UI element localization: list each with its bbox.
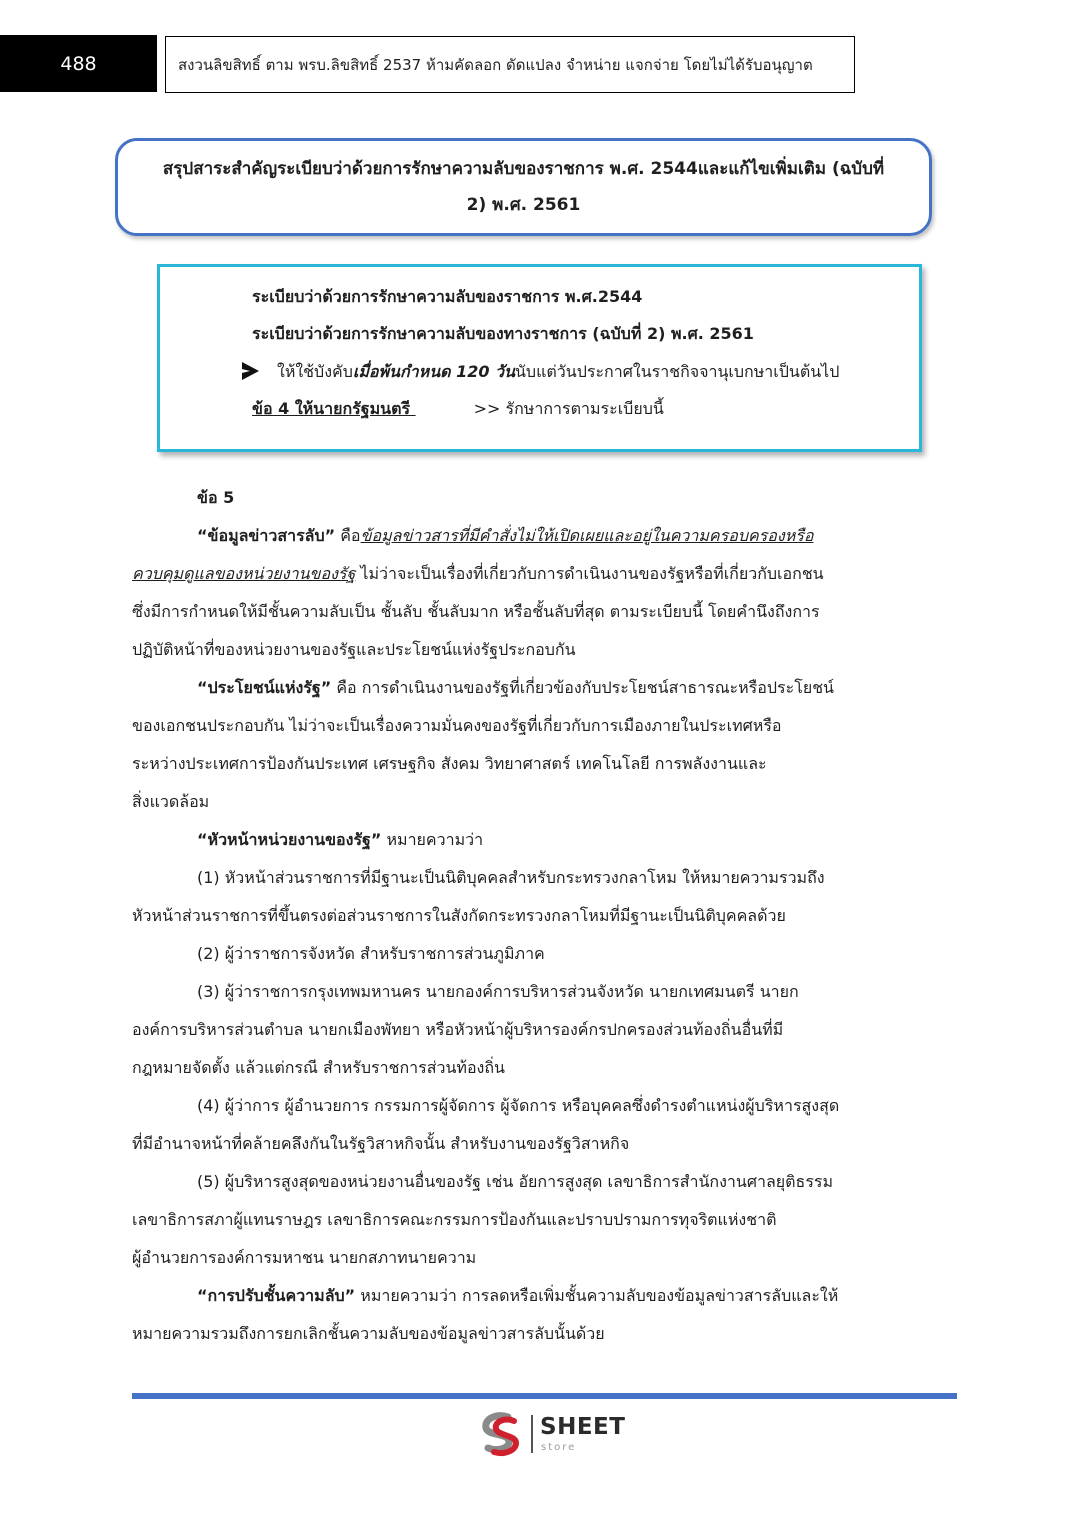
body-line: ผู้อำนวยการองค์การมหาชน นายกสภาทนายความ [132,1248,477,1267]
clause-4-label: ข้อ 4 ให้นายกรัฐมนตรี [252,399,416,418]
def-classified-info [197,524,813,549]
def-term: “ประโยชน์แห่งรัฐ” [197,678,332,697]
title-line-2: 2) พ.ศ. 2561 [466,195,581,215]
def-term: “หัวหน้าหน่วยงานของรัฐ” [197,830,382,849]
body-line: องค์การบริหารส่วนตำบล นายกเมืองพัทยา หรือหัวหน้าผู้บริหารองค์กรปกครองส่วนท้องถิ่นอื่นที่มี [132,1020,784,1039]
section-heading: ข้อ 5 [197,488,235,507]
logo-divider [531,1415,533,1453]
def-agency-head [197,828,483,853]
summary-title-box [115,138,932,236]
effective-post: นับแต่วันประกาศในราชกิจจานุเบกษาเป็นต้นไป [514,362,840,381]
def-text: หมายความว่า [381,830,484,849]
def-text: คือ การดำเนินงานของรัฐที่เกี่ยวข้องกับประโยชน์สาธารณะหรือประโยชน์ [331,678,834,697]
sheet-store-logo [478,1411,638,1457]
logo-subtext: store [541,1442,577,1453]
list-item-5: (5) ผู้บริหารสูงสุดของหน่วยงานอื่นของรัฐ เช่น อัยการสูงสุด เลขาธิการสำนักงานศาลยุติธรรม [197,1172,834,1191]
list-item-4: (4) ผู้ว่าการ ผู้อำนวยการ กรรมการผู้จัดการ ผู้จัดการ หรือบุคคลซึ่งดำรงตำแหน่งผู้บริหารสูงสุด [197,1096,840,1115]
def-state-benefit [197,676,834,701]
body-line: ที่มีอำนาจหน้าที่คล้ายคลึงกันในรัฐวิสาหกิจนั้น สำหรับงานของรัฐวิสาหกิจ [132,1134,630,1153]
body-line: เลขาธิการสภาผู้แทนราษฎร เลขาธิการคณะกรรมการป้องกันและปราบปรามการทุจริตแห่งชาติ [132,1210,777,1229]
clause-4 [252,397,664,422]
def-reclassification [197,1284,838,1309]
body-line: ระหว่างประเทศการป้องกันประเทศ เศรษฐกิจ สังคม วิทยาศาสตร์ เทคโนโลยี การพลังงานและ [132,754,767,773]
regulation-2561: ระเบียบว่าด้วยการรักษาความลับของทางราชการ (ฉบับที่ 2) พ.ศ. 2561 [252,324,754,343]
list-item-3: (3) ผู้ว่าราชการกรุงเทพมหานคร นายกองค์การบริหารส่วนจังหวัด นายกเทศมนตรี นายก [197,982,799,1001]
regulation-info-box [157,264,922,452]
body-line: ปฏิบัติหน้าที่ของหน่วยงานของรัฐและประโยชน์แห่งรัฐประกอบกัน [132,640,576,659]
def-term: “การปรับชั้นความลับ” [197,1286,356,1305]
body-line: หัวหน้าส่วนราชการที่ขึ้นตรงต่อส่วนราชการในสังกัดกระทรวงกลาโหมที่มีฐานะเป็นนิติบุคคลด้วย [132,906,786,925]
body-line: กฎหมายจัดตั้ง แล้วแต่กรณี สำหรับราชการส่วนท้องถิ่น [132,1058,505,1077]
def-text: ไม่ว่าจะเป็นเรื่องที่เกี่ยวกับการดำเนินงานของรัฐหรือที่เกี่ยวกับเอกชน [355,564,824,583]
effective-pre: ให้ใช้บังคับ [277,362,353,381]
footer-rule [132,1393,957,1399]
body-line: สิ่งแวดล้อม [132,792,210,811]
list-item-2: (2) ผู้ว่าราชการจังหวัด สำหรับราชการส่วนภูมิภาค [197,944,545,963]
body-line: หมายความรวมถึงการยกเลิกชั้นความลับของข้อมูลข่าวสารลับนั้นด้วย [132,1324,605,1343]
sheet-logo-icon [478,1411,524,1457]
logo-wordmark: SHEET [540,1414,626,1440]
copyright-notice: สงวนลิขสิทธิ์ ตาม พรบ.ลิขสิทธิ์ 2537 ห้ามคัดลอก ดัดแปลง จำหน่าย แจกจ่าย โดยไม่ได้รับอนุญาต [165,36,855,93]
def-emphasis: ข้อมูลข่าวสารที่มีคำสั่งไม่ให้เปิดเผยและอยู่ในความครอบครองหรือ [360,526,814,545]
body-line: ของเอกชนประกอบกัน ไม่ว่าจะเป็นเรื่องความมั่นคงของรัฐที่เกี่ยวกับการเมืองภายในประเทศหรือ [132,716,782,735]
def-text: คือ [335,526,361,545]
list-item-1: (1) หัวหน้าส่วนราชการที่มีฐานะเป็นนิติบุคคลสำหรับกระทรวงกลาโหม ให้หมายความรวมถึง [197,868,825,887]
def-term: “ข้อมูลข่าวสารลับ” [197,526,336,545]
body-line: ซึ่งมีการกำหนดให้มีชั้นความลับเป็น ชั้นลับ ชั้นลับมาก หรือชั้นลับที่สุด ตามระเบียบนี้ โดยคำนึงถึงการ [132,602,820,621]
def-text: หมายความว่า การลดหรือเพิ่มชั้นความลับของข้อมูลข่าวสารลับและให้ [355,1286,839,1305]
regulation-2544: ระเบียบว่าด้วยการรักษาความลับของราชการ พ.ศ.2544 [252,287,643,306]
effective-date [277,360,839,385]
page-number: 488 [0,35,157,92]
arrow-bullet-icon [242,362,259,380]
def-classified-info-l2 [132,562,824,587]
clause-4-action: >> รักษาการตามระเบียบนี้ [473,399,664,418]
def-emphasis: ควบคุมดูแลของหน่วยงานของรัฐ [132,564,356,583]
effective-emphasis: เมื่อพ้นกำหนด 120 วัน [352,362,515,381]
title-line-1: สรุปสาระสำคัญระเบียบว่าด้วยการรักษาความลับของราชการ พ.ศ. 2544และแก้ไขเพิ่มเติม (ฉบับที่ [162,159,885,179]
